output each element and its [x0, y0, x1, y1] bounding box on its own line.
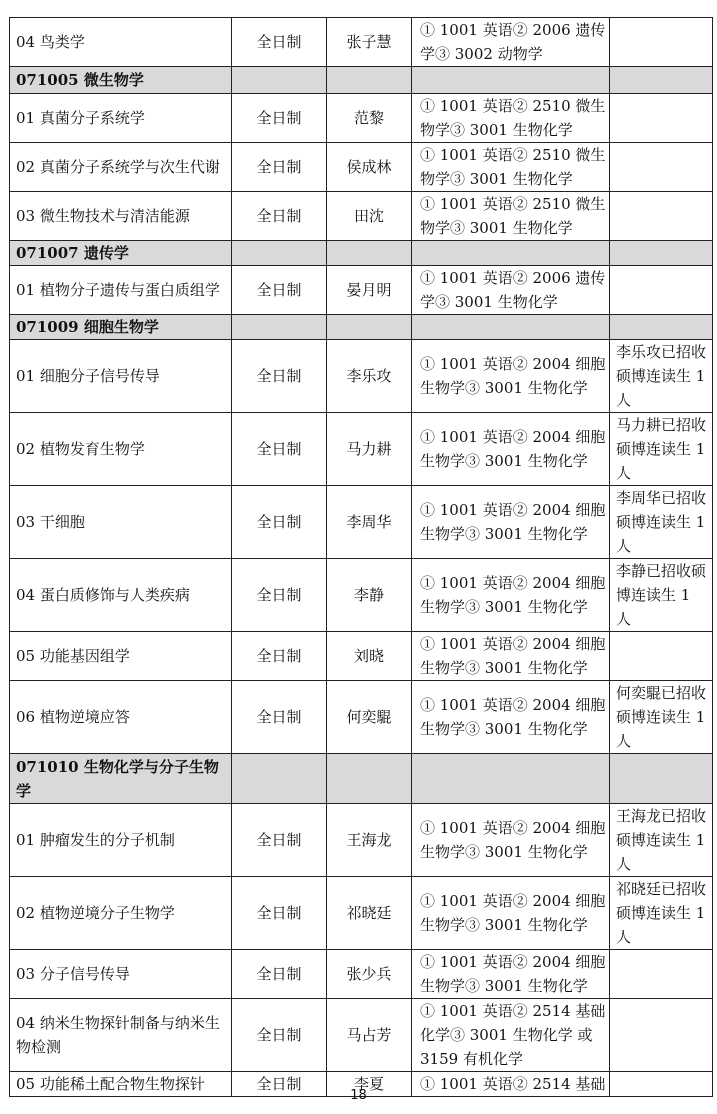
section-empty-cell: [412, 315, 610, 340]
remarks-cell: 马力耕已招收硕博连读生 1 人: [610, 413, 713, 486]
research-direction-cell: 01 细胞分子信号传导: [10, 340, 232, 413]
remarks-cell: 祁晓廷已招收硕博连读生 1 人: [610, 877, 713, 950]
exam-subjects-cell: ① 1001 英语② 2004 细胞生物学③ 3001 生物化学: [412, 340, 610, 413]
section-row: [10, 754, 713, 804]
remarks-cell: [610, 632, 713, 681]
study-mode-cell: 全日制: [232, 486, 327, 559]
supervisor-cell: 晏月明: [327, 266, 412, 315]
supervisor-cell: 田沈: [327, 192, 412, 241]
table-row: [10, 877, 713, 950]
supervisor-cell: 马占芳: [327, 999, 412, 1072]
table-row: [10, 143, 713, 192]
exam-subjects-cell: ① 1001 英语② 2510 微生物学③ 3001 生物化学: [412, 192, 610, 241]
supervisor-cell: 张子慧: [327, 18, 412, 67]
remarks-cell: 李周华已招收硕博连读生 1 人: [610, 486, 713, 559]
section-title: 071007 遗传学: [10, 241, 232, 266]
exam-subjects-cell: ① 1001 英语② 2004 细胞生物学③ 3001 生物化学: [412, 632, 610, 681]
study-mode-cell: 全日制: [232, 340, 327, 413]
section-empty-cell: [610, 241, 713, 266]
exam-subjects-cell: ① 1001 英语② 2510 微生物学③ 3001 生物化学: [412, 143, 610, 192]
study-mode-cell: 全日制: [232, 877, 327, 950]
supervisor-cell: 侯成林: [327, 143, 412, 192]
remarks-cell: [610, 94, 713, 143]
remarks-cell: [610, 999, 713, 1072]
research-direction-cell: 02 植物发育生物学: [10, 413, 232, 486]
page-number: 18: [350, 1088, 367, 1103]
section-empty-cell: [610, 315, 713, 340]
research-direction-cell: 05 功能基因组学: [10, 632, 232, 681]
study-mode-cell: 全日制: [232, 999, 327, 1072]
remarks-cell: 何奕騉已招收硕博连读生 1 人: [610, 681, 713, 754]
exam-subjects-cell: ① 1001 英语② 2006 遗传学③ 3001 生物化学: [412, 266, 610, 315]
table-row: [10, 413, 713, 486]
section-row: [10, 315, 713, 340]
remarks-cell: 李静已招收硕博连读生 1 人: [610, 559, 713, 632]
section-empty-cell: [412, 241, 610, 266]
supervisor-cell: 何奕騉: [327, 681, 412, 754]
remarks-cell: [610, 18, 713, 67]
exam-subjects-cell: ① 1001 英语② 2514 基础: [412, 1072, 610, 1097]
section-empty-cell: [232, 754, 327, 804]
study-mode-cell: 全日制: [232, 559, 327, 632]
exam-subjects-cell: ① 1001 英语② 2004 细胞生物学③ 3001 生物化学: [412, 877, 610, 950]
exam-subjects-cell: ① 1001 英语② 2004 细胞生物学③ 3001 生物化学: [412, 950, 610, 999]
section-empty-cell: [327, 754, 412, 804]
research-direction-cell: 01 真菌分子系统学: [10, 94, 232, 143]
table-row: [10, 999, 713, 1072]
remarks-cell: [610, 192, 713, 241]
table-row: [10, 486, 713, 559]
supervisor-cell: 范黎: [327, 94, 412, 143]
section-empty-cell: [327, 67, 412, 94]
study-mode-cell: 全日制: [232, 632, 327, 681]
table-row: [10, 681, 713, 754]
table-row: [10, 559, 713, 632]
study-mode-cell: 全日制: [232, 1072, 327, 1097]
supervisor-cell: 李夏: [327, 1072, 412, 1097]
exam-subjects-cell: ① 1001 英语② 2006 遗传学③ 3002 动物学: [412, 18, 610, 67]
supervisor-cell: 刘晓: [327, 632, 412, 681]
table-row: [10, 192, 713, 241]
supervisor-cell: 祁晓廷: [327, 877, 412, 950]
table-row: [10, 18, 713, 67]
table-row: [10, 804, 713, 877]
exam-subjects-cell: ① 1001 英语② 2004 细胞生物学③ 3001 生物化学: [412, 486, 610, 559]
study-mode-cell: 全日制: [232, 266, 327, 315]
study-mode-cell: 全日制: [232, 681, 327, 754]
research-direction-cell: 04 蛋白质修饰与人类疾病: [10, 559, 232, 632]
exam-subjects-cell: ① 1001 英语② 2510 微生物学③ 3001 生物化学: [412, 94, 610, 143]
remarks-cell: 王海龙已招收硕博连读生 1 人: [610, 804, 713, 877]
study-mode-cell: 全日制: [232, 192, 327, 241]
section-empty-cell: [610, 754, 713, 804]
section-empty-cell: [327, 315, 412, 340]
remarks-cell: [610, 950, 713, 999]
supervisor-cell: 李周华: [327, 486, 412, 559]
section-title: 071010 生物化学与分子生物学: [10, 754, 232, 804]
supervisor-cell: 张少兵: [327, 950, 412, 999]
research-direction-cell: 03 干细胞: [10, 486, 232, 559]
table-row: [10, 950, 713, 999]
study-mode-cell: 全日制: [232, 18, 327, 67]
section-empty-cell: [412, 67, 610, 94]
remarks-cell: [610, 143, 713, 192]
study-mode-cell: 全日制: [232, 94, 327, 143]
exam-subjects-cell: ① 1001 英语② 2004 细胞生物学③ 3001 生物化学: [412, 559, 610, 632]
table-row: [10, 340, 713, 413]
supervisor-cell: 李静: [327, 559, 412, 632]
study-mode-cell: 全日制: [232, 143, 327, 192]
section-row: [10, 67, 713, 94]
remarks-cell: [610, 266, 713, 315]
supervisor-cell: 马力耕: [327, 413, 412, 486]
study-mode-cell: 全日制: [232, 950, 327, 999]
research-direction-cell: 06 植物逆境应答: [10, 681, 232, 754]
supervisor-cell: 李乐攻: [327, 340, 412, 413]
exam-subjects-cell: ① 1001 英语② 2004 细胞生物学③ 3001 生物化学: [412, 681, 610, 754]
section-title: 071005 微生物学: [10, 67, 232, 94]
study-mode-cell: 全日制: [232, 413, 327, 486]
study-mode-cell: 全日制: [232, 804, 327, 877]
section-empty-cell: [327, 241, 412, 266]
supervisor-cell: 王海龙: [327, 804, 412, 877]
enrollment-table: [9, 17, 713, 1097]
table-row: [10, 94, 713, 143]
table-row: [10, 632, 713, 681]
section-empty-cell: [610, 67, 713, 94]
exam-subjects-cell: ① 1001 英语② 2514 基础化学③ 3001 生物化学 或 3159 有机化学: [412, 999, 610, 1072]
section-title: 071009 细胞生物学: [10, 315, 232, 340]
section-empty-cell: [412, 754, 610, 804]
research-direction-cell: 04 鸟类学: [10, 18, 232, 67]
remarks-cell: 李乐攻已招收硕博连读生 1 人: [610, 340, 713, 413]
research-direction-cell: 03 分子信号传导: [10, 950, 232, 999]
research-direction-cell: 01 植物分子遗传与蛋白质组学: [10, 266, 232, 315]
section-empty-cell: [232, 241, 327, 266]
research-direction-cell: 02 植物逆境分子生物学: [10, 877, 232, 950]
exam-subjects-cell: ① 1001 英语② 2004 细胞生物学③ 3001 生物化学: [412, 804, 610, 877]
research-direction-cell: 03 微生物技术与清洁能源: [10, 192, 232, 241]
table-row: [10, 266, 713, 315]
section-empty-cell: [232, 315, 327, 340]
research-direction-cell: 04 纳米生物探针制备与纳米生物检测: [10, 999, 232, 1072]
research-direction-cell: 02 真菌分子系统学与次生代谢: [10, 143, 232, 192]
section-row: [10, 241, 713, 266]
research-direction-cell: 05 功能稀土配合物生物探针: [10, 1072, 232, 1097]
exam-subjects-cell: ① 1001 英语② 2004 细胞生物学③ 3001 生物化学: [412, 413, 610, 486]
research-direction-cell: 01 肿瘤发生的分子机制: [10, 804, 232, 877]
section-empty-cell: [232, 67, 327, 94]
